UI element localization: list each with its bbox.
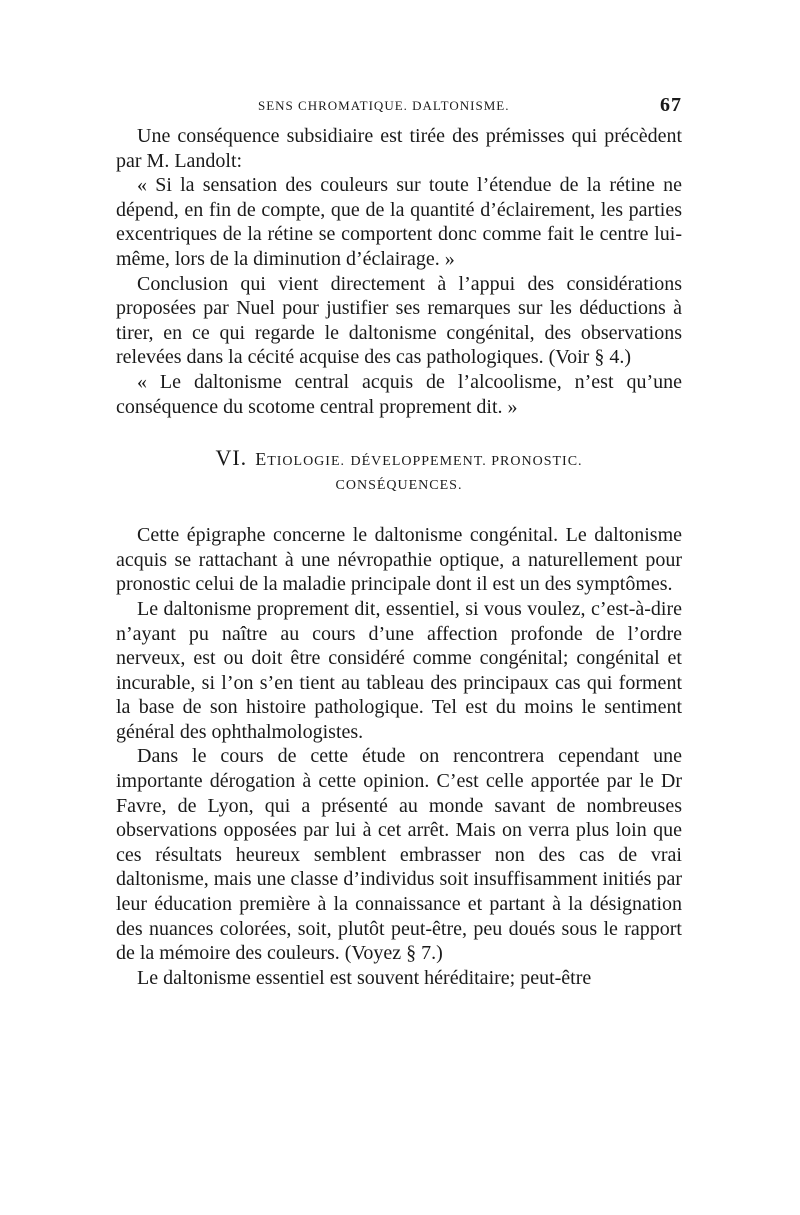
paragraph: Le daltonisme essentiel est souvent héréditaire; peut-être	[137, 966, 592, 989]
section-heading	[116, 445, 682, 497]
section-heading-first-word: TIOLOGIE.	[267, 454, 345, 470]
page-number: 67	[660, 94, 682, 116]
section-heading-line2: CONSÉQUENCES.	[335, 478, 463, 494]
paragraph: Conclusion qui vient directement à l’appui des considérations proposées par Nuel pour justifier ses remarques sur les déductions à tirer, en ce qui regarde le daltonisme congénital, des observations relevées dans la cécité acquise des cas pathologiques. (Voir § 4.)	[116, 272, 682, 369]
paragraph: Le daltonisme proprement dit, essentiel, si vous voulez, c’est-à-dire n’ayant pu naître au cours d’une affection profonde de l’ordre nerveux, est ou doit être considéré comme congénital; congénital et incurable, si l’on s’en tient au tableau des principaux cas qui forment la base de son histoire pathologique. Tel est du moins le sentiment général des ophthalmologistes.	[116, 597, 682, 743]
paragraph: Cette épigraphe concerne le daltonisme congénital. Le daltonisme acquis se rattachant à une névropathie optique, a naturellement pour pronostic celui de la maladie principale dont il est un des symptômes.	[116, 524, 682, 596]
section-heading-rest: DÉVELOPPEMENT. PRONOSTIC.	[350, 454, 583, 470]
running-head	[116, 94, 682, 124]
running-head-title: SENS CHROMATIQUE. DALTONISME.	[258, 98, 510, 113]
paragraph: Dans le cours de cette étude on rencontrera cependant une importante dérogation à cette opinion. C’est celle apportée par le Dr Favre, de Lyon, qui a présenté au monde savant de nombreuses observations opposées par lui à cet arrêt. Mais on verra plus loin que ces résultats heureux semblent embrasser non des cas de vrai daltonisme, mais une classe d’individus soit insuffisamment initiés par leur éducation première à la connaissance et partant à la désignation des nuances colorées, soit, plutôt peut-être, peu doués sous le rapport de la mémoire des couleurs. (Voyez § 7.)	[116, 745, 682, 965]
section-number: VI.	[215, 445, 248, 471]
section-heading-line1	[116, 445, 682, 475]
paragraph: Une conséquence subsidiaire est tirée des prémisses qui précèdent par M. Landolt:	[116, 125, 682, 172]
book-page	[116, 94, 682, 990]
section-heading-initial: E	[255, 449, 268, 470]
paragraph-quote: « Le daltonisme central acquis de l’alcoolisme, n’est qu’une conséquence du scotome central proprement dit. »	[116, 370, 682, 418]
paragraph-quote: « Si la sensation des couleurs sur toute l’étendue de la rétine ne dépend, en fin de compte, que de la quantité d’éclairement, les parties excentriques de la rétine se comportent donc comme fait le centre lui-même, lors de la diminution d’éclairage. »	[116, 174, 682, 270]
